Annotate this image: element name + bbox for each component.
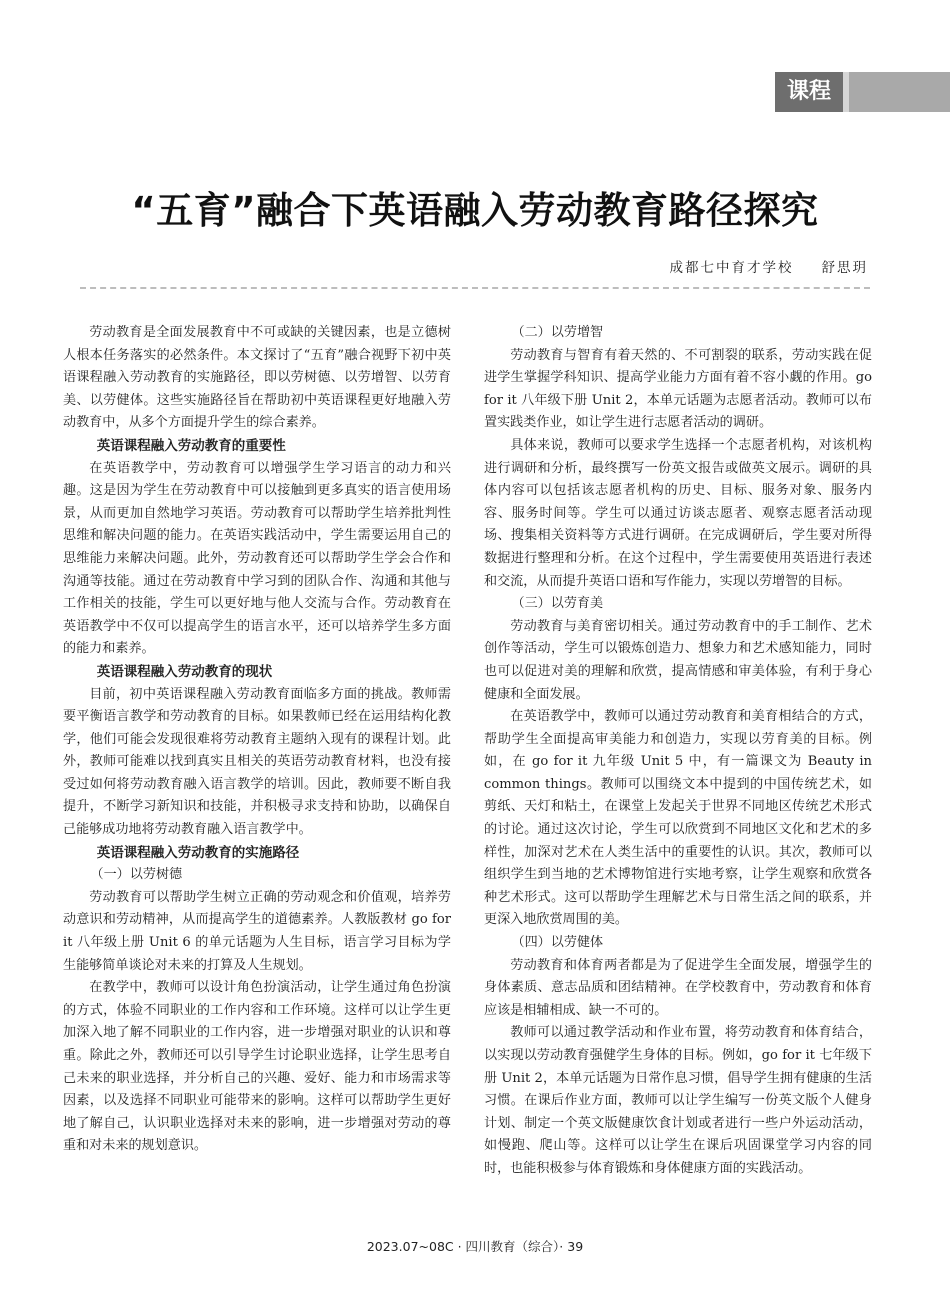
section-tab <box>775 72 950 112</box>
subsection-heading: （一）以劳树德 <box>90 867 183 883</box>
subsection-heading: （三）以劳育美 <box>511 596 604 612</box>
section-label: 课程 <box>775 72 843 112</box>
section-heading: 英语课程融入劳动教育的现状 <box>96 663 273 680</box>
paragraph: 劳动教育是全面发展教育中不可或缺的关键因素，也是立德树人根本任务落实的必然条件。本文探讨了“五育”融合视野下初中英语课程融入劳动教育的实施路径，即以劳树德、以劳增智、以劳育美、以劳健体。这些实施路径旨在帮助初中英语课程更好地融入劳动教育中，从多个方面提升学生的综合素养。 <box>63 325 451 431</box>
paragraph: 教师可以通过教学活动和作业布置，将劳动教育和体育结合，以实现以劳动教育强健学生身体的目标。例如，go for it 七年级下册 Unit 2，本单元话题为日常作息习惯，倡导学生拥有健康的生活习惯。在课后作业方面，教师可以让学生编写一份英文版个人健身计划、制定一个英文版健康饮食计划或者进行一些户外运动活动，如慢跑、爬山等。这样可以让学生在课后巩固课堂学习内容的同时，也能积极参与体育锻炼和身体健康方面的实践活动。 <box>484 1025 872 1176</box>
paragraph: 劳动教育可以帮助学生树立正确的劳动观念和价值观，培养劳动意识和劳动精神，从而提高学生的道德素养。人教版教材 go for it 八年级上册 Unit 6 的单元话题为人生目标，语言学习目标为学生能够简单谈论对未来的打算及人生规划。 <box>63 889 451 973</box>
left-column <box>63 322 451 1158</box>
byline <box>670 256 869 276</box>
paragraph: 在教学中，教师可以设计角色扮演活动，让学生通过角色扮演的方式，体验不同职业的工作内容和工作环境。这样可以让学生更加深入地了解不同职业的工作内容，进一步增强对职业的认识和尊重。除此之外，教师还可以引导学生讨论职业选择，让学生思考自己未来的职业选择，并分析自己的兴趣、爱好、能力和市场需求等因素，以及选择不同职业可能带来的影响。这样可以帮助学生更好地了解自己，认识职业选择对未来的影响，进一步增强对劳动的尊重和对未来的规划意识。 <box>63 980 451 1154</box>
paragraph: 具体来说，教师可以要求学生选择一个志愿者机构，对该机构进行调研和分析，最终撰写一份英文报告或做英文展示。调研的具体内容可以包括该志愿者机构的历史、目标、服务对象、服务内容、服务时间等。学生可以通过访谈志愿者、观察志愿者活动现场、搜集相关资料等方式进行调研。在完成调研后，学生要对所得数据进行整理和分析。在这个过程中，学生需要使用英语进行表述和交流，从而提升英语口语和写作能力，实现以劳增智的目标。 <box>484 437 872 589</box>
author-name: 舒思玥 <box>821 260 868 276</box>
title-divider <box>80 287 870 289</box>
paragraph: 在英语教学中，劳动教育可以增强学生学习语言的动力和兴趣。这是因为学生在劳动教育中可以接触到更多真实的语言使用场景，从而更加自然地学习英语。劳动教育可以帮助学生培养批判性思维和解决问题的能力。在英语实践活动中，学生需要运用自己的思维能力来解决问题。此外，劳动教育还可以帮助学生学会合作和沟通等技能。通过在劳动教育中学习到的团队合作、沟通和其他与工作相关的技能，学生可以更好地与他人交流与合作。劳动教育在英语教学中不仅可以提高学生的语言水平，还可以培养学生多方面的能力和素养。 <box>63 460 451 657</box>
section-heading: 英语课程融入劳动教育的实施路径 <box>96 844 300 861</box>
section-tab-accent <box>843 72 849 112</box>
page-footer: 2023.07~08C · 四川教育（综合）· 39 <box>366 1239 584 1254</box>
paragraph: 劳动教育与美育密切相关。通过劳动教育中的手工制作、艺术创作等活动，学生可以锻炼创造力、想象力和艺术感知能力，同时也可以促进对美的理解和欣赏，提高情感和审美体验，有利于身心健康和全面发展。 <box>484 618 872 702</box>
paragraph: 劳动教育与智育有着天然的、不可割裂的联系，劳动实践在促进学生掌握学科知识、提高学业能力方面有着不容小觑的作用。go for it 八年级下册 Unit 2，本单元话题为志愿者活动。教师可以布置实践类作业，如让学生进行志愿者活动的调研。 <box>484 347 872 431</box>
paragraph: 劳动教育和体育两者都是为了促进学生全面发展，增强学生的身体素质、意志品质和团结精神。在学校教育中，劳动教育和体育应该是相辅相成、缺一不可的。 <box>484 957 872 1018</box>
author-school: 成都七中育才学校 <box>669 260 794 276</box>
right-column <box>484 322 872 1181</box>
article-title: “五育”融合下英语融入劳动教育路径探究 <box>131 189 819 232</box>
section-heading: 英语课程融入劳动教育的重要性 <box>96 437 286 454</box>
subsection-heading: （四）以劳健体 <box>511 935 604 951</box>
paragraph: 在英语教学中，教师可以通过劳动教育和美育相结合的方式，帮助学生全面提高审美能力和创造力，实现以劳育美的目标。例如，在 go for it 九年级 Unit 5 中，有一篇课文为 Beauty in common things。教师可以围绕文本中提到的中国传统艺术，如剪纸、天灯和粘土，在课堂上发起关于世界不同地区传统艺术形式的讨论。通过这次讨论，学生可以欣赏到不同地区文化和艺术的多样性，加深对艺术在人类生活中的重要性的认识。其次，教师可以组织学生到当地的艺术博物馆进行实地考察，让学生观察和欣赏各种艺术形式。这可以帮助学生理解艺术与日常生活之间的联系，并更深入地欣赏周围的美。 <box>484 709 872 928</box>
subsection-heading: （二）以劳增智 <box>511 325 604 340</box>
paragraph: 目前，初中英语课程融入劳动教育面临多方面的挑战。教师需要平衡语言教学和劳动教育的目标。如果教师已经在运用结构化教学，他们可能会发现很难将劳动教育主题纳入现有的课程计划。此外，教师可能难以找到真实且相关的英语劳动教育材料，也没有接受过如何将劳动教育融入语言教学的培训。因此，教师要不断自我提升，不断学习新知识和技能，并积极寻求支持和协助，以确保自己能够成功地将劳动教育融入语言教学中。 <box>63 686 451 838</box>
